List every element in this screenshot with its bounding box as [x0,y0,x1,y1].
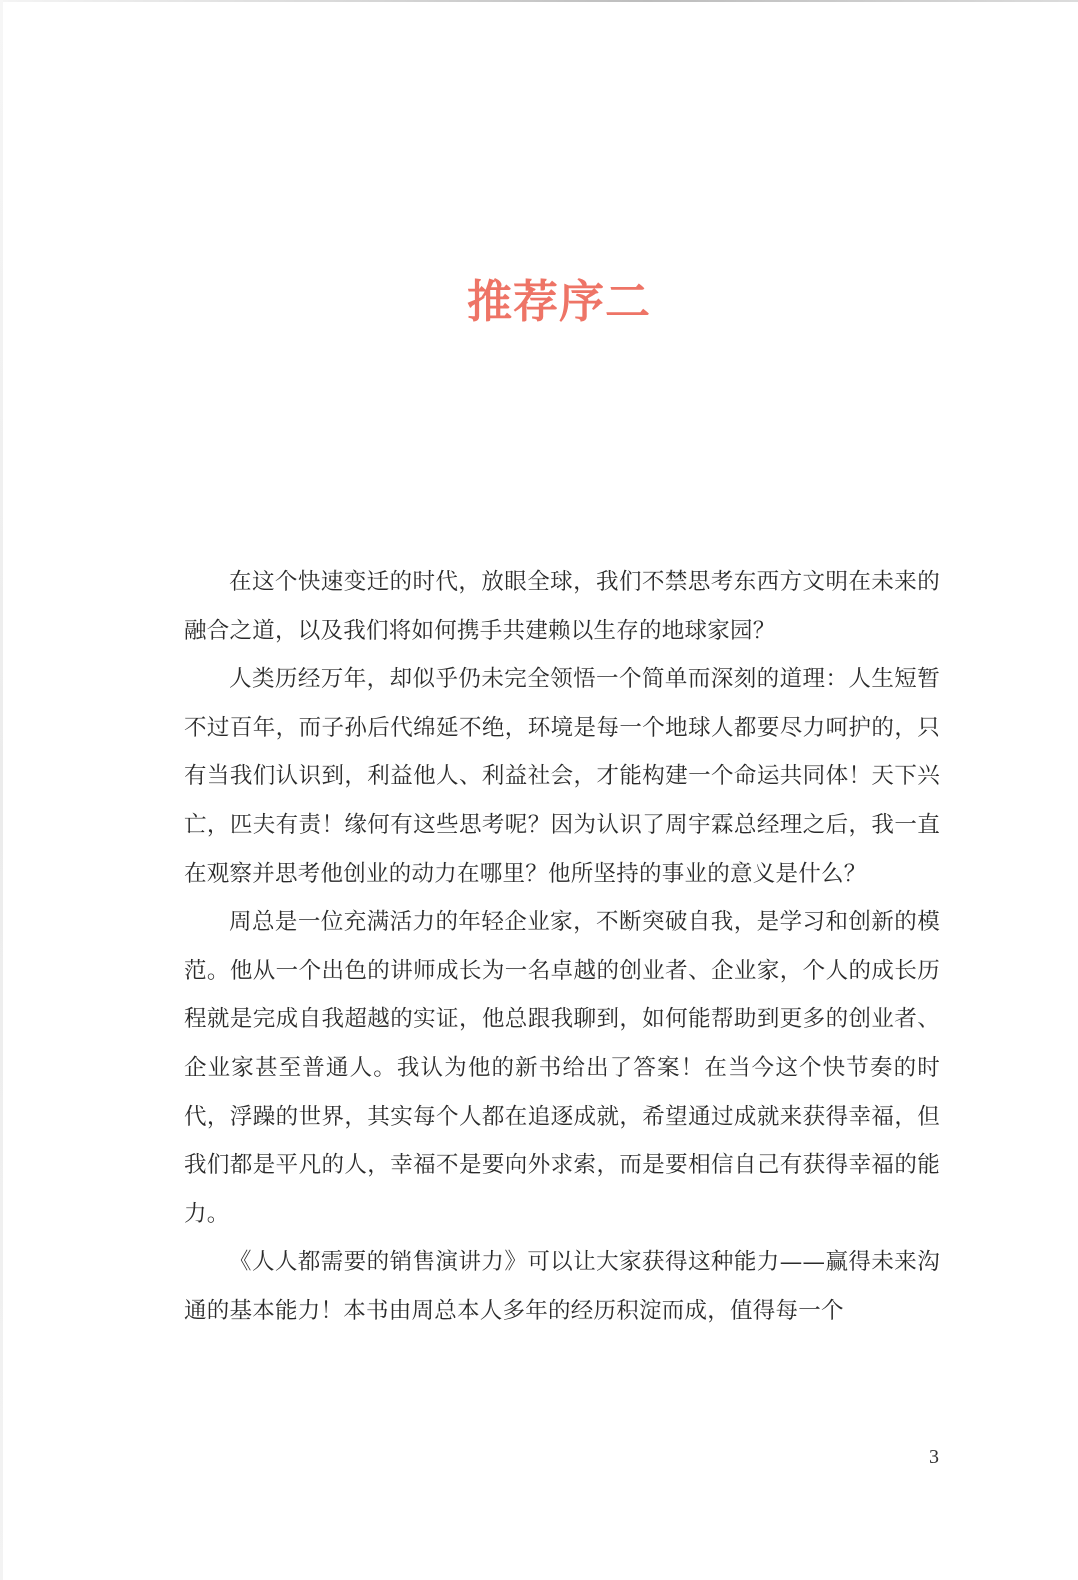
paragraph-3: 周总是一位充满活力的年轻企业家，不断突破自我，是学习和创新的模范。他从一个出色的讲师成长为一名卓越的创业者、企业家，个人的成长历程就是完成自我超越的实证，他总跟我聊到，如何能帮助到更多的创业者、企业家甚至普通人。我认为他的新书给出了答案！在当今这个快节奏的时代，浮躁的世界，其实每个人都在追逐成就，希望通过成就来获得幸福，但我们都是平凡的人，幸福不是要向外求索，而是要相信自己有获得幸福的能力。 [184,909,940,1227]
paragraph-2: 人类历经万年，却似乎仍未完全领悟一个简单而深刻的道理：人生短暂不过百年，而子孙后代绵延不绝，环境是每一个地球人都要尽力呵护的，只有当我们认识到，利益他人、利益社会，才能构建一个命运共同体！天下兴亡，匹夫有责！缘何有这些思考呢？因为认识了周宇霖总经理之后，我一直在观察并思考他创业的动力在哪里？他所坚持的事业的意义是什么？ [184,666,940,887]
paragraph-1: 在这个快速变迁的时代，放眼全球，我们不禁思考东西方文明在未来的融合之道，以及我们将如何携手共建赖以生存的地球家园？ [184,569,940,644]
scan-top-edge [0,0,1078,2]
body-text [184,558,940,1336]
page-title: 推荐序二 [466,275,651,328]
paragraph-4: 《人人都需要的销售演讲力》可以让大家获得这种能力——赢得未来沟通的基本能力！本书由周总本人多年的经历积淀而成，值得每一个 [184,1249,940,1324]
page-number: 3 [929,1446,939,1468]
scan-left-edge [0,0,3,1580]
